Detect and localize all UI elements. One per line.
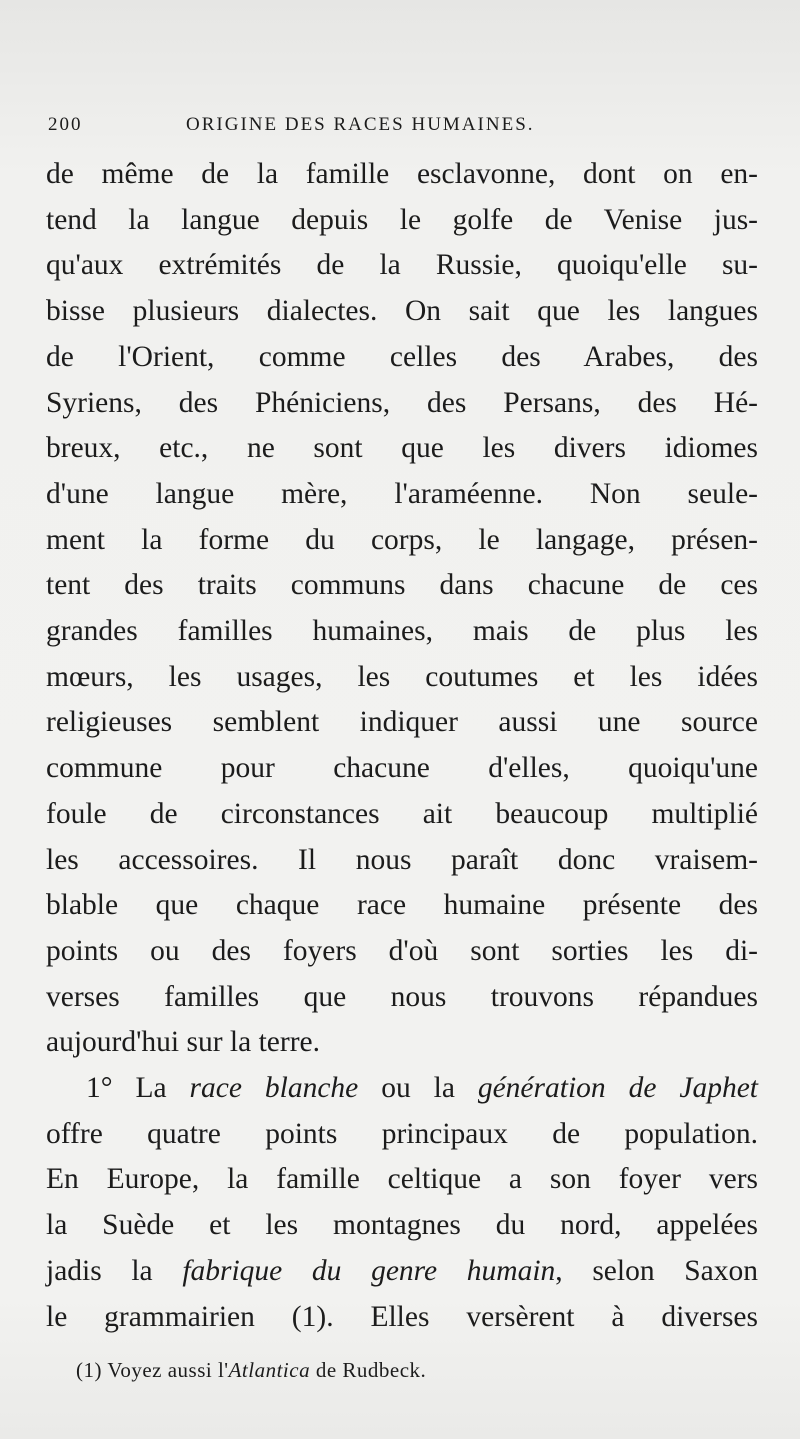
text-line: En Europe, la famille celtique a son foyer vers	[46, 1163, 758, 1196]
text-line	[46, 1066, 758, 1112]
text-line: breux, etc., ne sont que les divers idiomes	[46, 432, 758, 465]
page-number: 200	[48, 114, 83, 135]
italic-term: fabrique du genre humain	[182, 1254, 556, 1287]
text-line: aujourd'hui sur la terre.	[46, 1026, 320, 1059]
footnote	[76, 1358, 426, 1383]
body-text	[46, 152, 758, 1340]
text-line	[46, 1249, 758, 1295]
text-line: points ou des foyers d'où sont sorties les di-	[46, 934, 758, 967]
text-line: de même de la famille esclavonne, dont on en-	[46, 158, 758, 190]
text-line: d'une langue mère, l'araméenne. Non seule-	[46, 477, 758, 510]
text-line: foule de circonstances ait beaucoup multiplié	[46, 797, 758, 830]
text-line: bisse plusieurs dialectes. On sait que les langues	[46, 295, 758, 328]
text-line: tent des traits communs dans chacune de ces	[46, 569, 758, 602]
footnote-text: de Rudbeck.	[310, 1358, 427, 1382]
text-line: blable que chaque race humaine présente des	[46, 889, 758, 922]
text-line: les accessoires. Il nous paraît donc vraisem-	[46, 843, 758, 876]
text-line: de l'Orient, comme celles des Arabes, des	[46, 340, 758, 373]
footnote-text: (1) Voyez aussi l'	[76, 1358, 229, 1382]
italic-term: race blanche	[189, 1072, 359, 1105]
text-line: verses familles que nous trouvons répandues	[46, 980, 758, 1013]
text-line: Syriens, des Phéniciens, des Persans, des Hé-	[46, 386, 758, 419]
text-line: ment la forme du corps, le langage, présen-	[46, 523, 758, 556]
text-run: 1° La	[86, 1072, 190, 1105]
running-title: ORIGINE DES RACES HUMAINES.	[186, 114, 535, 135]
text-run: ou la	[358, 1072, 478, 1105]
text-run: jadis la	[46, 1254, 183, 1287]
text-run: , selon Saxon	[555, 1254, 758, 1287]
italic-term: génération de Japhet	[477, 1072, 758, 1105]
text-line: offre quatre points principaux de population.	[46, 1117, 758, 1150]
text-line: tend la langue depuis le golfe de Venise jus-	[46, 203, 758, 236]
footnote-italic: Atlantica	[228, 1358, 311, 1382]
text-line: grandes familles humaines, mais de plus les	[46, 615, 758, 648]
text-line: mœurs, les usages, les coutumes et les idées	[46, 660, 758, 693]
text-line: la Suède et les montagnes du nord, appelées	[46, 1209, 758, 1242]
text-line: commune pour chacune d'elles, quoiqu'une	[46, 752, 758, 785]
text-line: religieuses semblent indiquer aussi une source	[46, 706, 758, 739]
text-line: le grammairien (1). Elles versèrent à diverses	[46, 1300, 758, 1333]
text-line: qu'aux extrémités de la Russie, quoiqu'elle su-	[46, 249, 758, 282]
